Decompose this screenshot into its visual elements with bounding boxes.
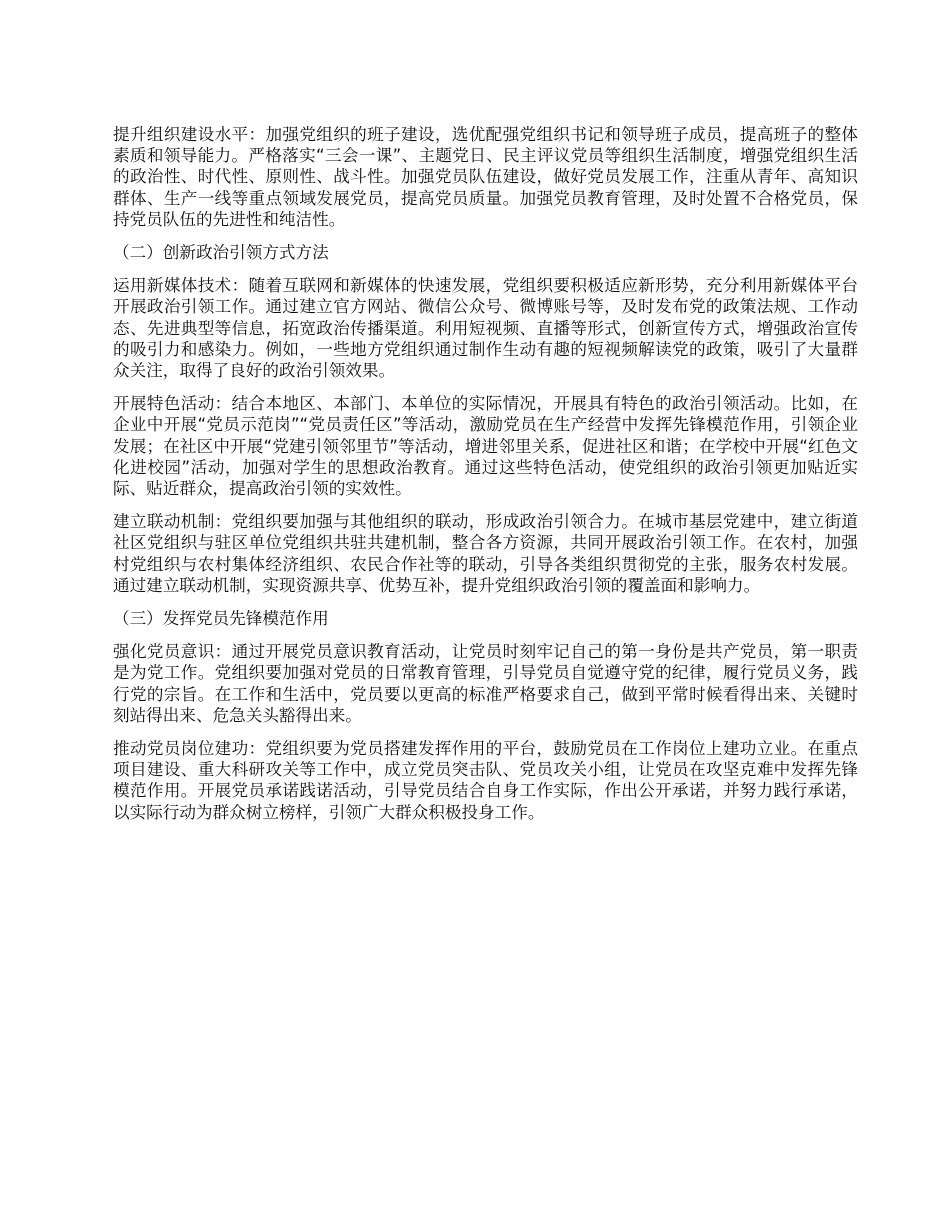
paragraph-linkage-mechanism: 建立联动机制：党组织要加强与其他组织的联动，形成政治引领合力。在城市基层党建中，建立街道社区党组织与驻区单位党组织共驻共建机制，整合各方资源，共同开展政治引领工作。在农村，加强村党组织与农村集体经济组织、农民合作社等的联动，引导各类组织贯彻党的主张，服务农村发展。通过建立联动机制，实现资源共享、优势互补，提升党组织政治引领的覆盖面和影响力。 [113,512,858,595]
paragraph-party-awareness: 强化党员意识：通过开展党员意识教育活动，让党员时刻牢记自己的第一身份是共产党员，第一职责是为党工作。党组织要加强对党员的日常教育管理，引导党员自觉遵守党的纪律，履行党员义务，践行党的宗旨。在工作和生活中，党员要以更高的标准严格要求自己，做到平常时候看得出来、关键时刻站得出来、危急关头豁得出来。 [113,642,858,725]
section-heading-2: （二）创新政治引领方式方法 [113,243,329,263]
document-body [113,124,858,835]
section-heading-3: （三）发挥党员先锋模范作用 [113,609,329,629]
paragraph-new-media: 运用新媒体技术：随着互联网和新媒体的快速发展，党组织要积极适应新形势，充分利用新媒体平台开展政治引领工作。通过建立官方网站、微信公众号、微博账号等，及时发布党的政策法规、工作动态、先进典型等信息，拓宽政治传播渠道。利用短视频、直播等形式，创新宣传方式，增强政治宣传的吸引力和感染力。例如，一些地方党组织通过制作生动有趣的短视频解读党的政策，吸引了大量群众关注，取得了良好的政治引领效果。 [113,276,858,381]
paragraph-featured-activities: 开展特色活动：结合本地区、本部门、本单位的实际情况，开展具有特色的政治引领活动。比如，在企业中开展“党员示范岗”“党员责任区”等活动，激励党员在生产经营中发挥先锋模范作用，引领企业发展；在社区中开展“党建引领邻里节”等活动，增进邻里关系，促进社区和谐；在学校中开展“红色文化进校园”活动，加强对学生的思想政治教育。通过这些特色活动，使党组织的政治引领更加贴近实际、贴近群众，提高政治引领的实效性。 [113,394,858,499]
paragraph-org-building: 提升组织建设水平：加强党组织的班子建设，选优配强党组织书记和领导班子成员，提高班子的整体素质和领导能力。严格落实“三会一课”、主题党日、民主评议党员等组织生活制度，增强党组织生活的政治性、时代性、原则性、战斗性。加强党员队伍建设，做好党员发展工作，注重从青年、高知识群体、生产一线等重点领域发展党员，提高党员质量。加强党员教育管理，及时处置不合格党员，保持党员队伍的先进性和纯洁性。 [113,125,858,229]
paragraph-post-contribution: 推动党员岗位建功：党组织要为党员搭建发挥作用的平台，鼓励党员在工作岗位上建功立业。在重点项目建设、重大科研攻关等工作中，成立党员突击队、党员攻关小组，让党员在攻坚克难中发挥先锋模范作用。开展党员承诺践诺活动，引导党员结合自身工作实际，作出公开承诺，并努力践行承诺，以实际行动为群众树立榜样，引领广大群众积极投身工作。 [113,739,858,822]
